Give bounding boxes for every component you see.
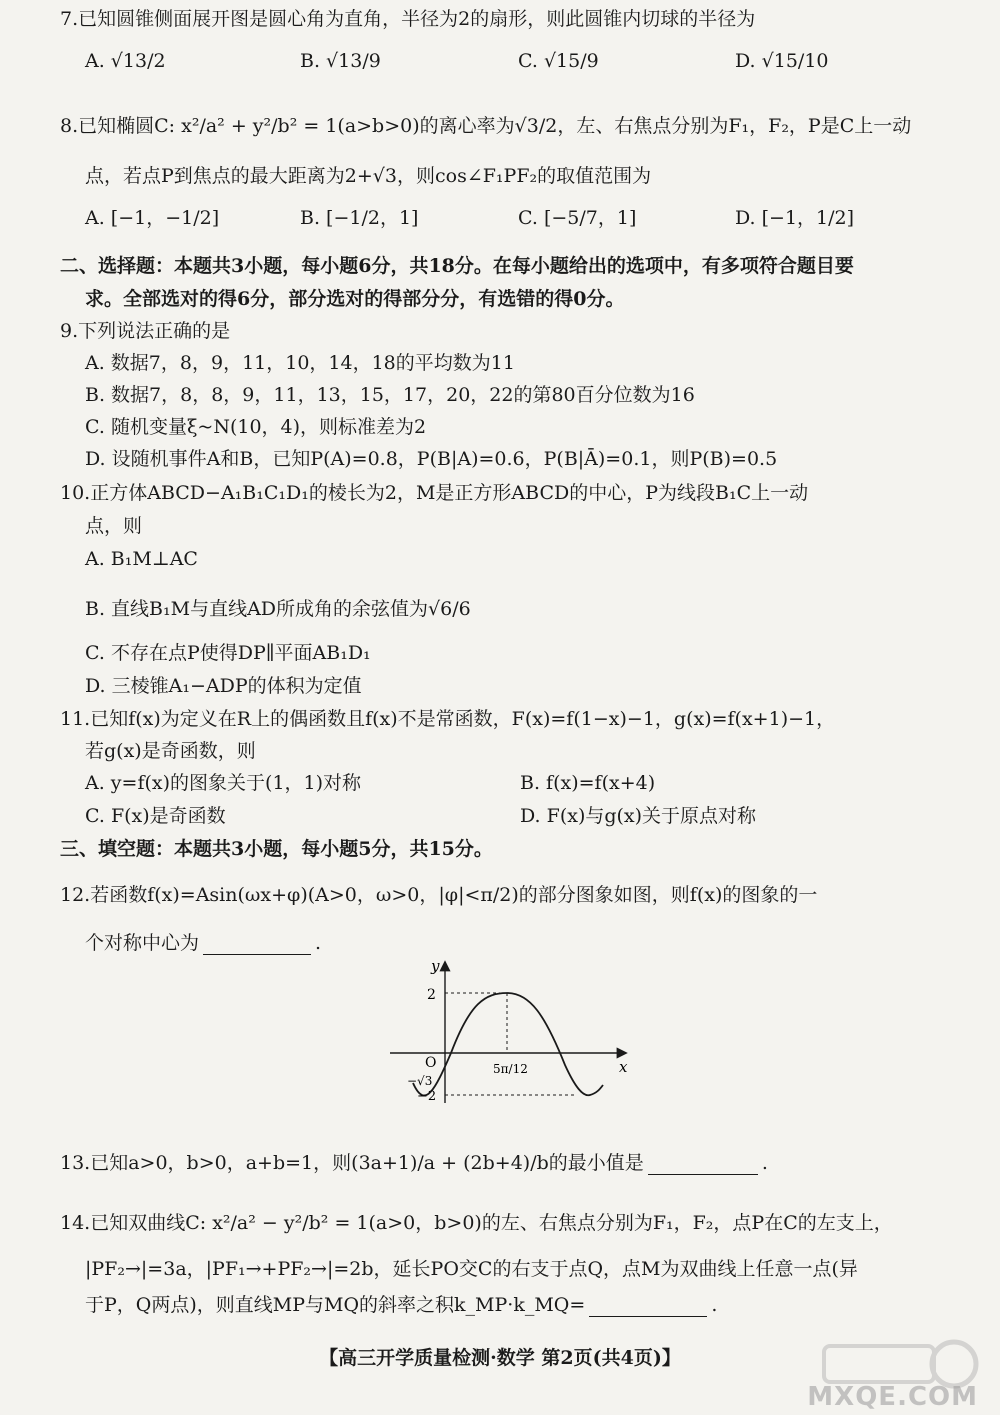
y-intercept-label: −√3 <box>407 1074 433 1088</box>
q10-line1: 10.正方体ABCD−A₁B₁C₁D₁的棱长为2，M是正方形ABCD的中心，P为线段B₁C上一动 <box>60 482 809 504</box>
q8-line2: 点，若点P到焦点的最大距离为2+√3，则cos∠F₁PF₂的取值范围为 <box>85 165 652 187</box>
q12-line1: 12.若函数f(x)=Asin(ωx+φ)(A>0，ω>0，|φ|<π/2)的部分图象如图，则f(x)的图象的一 <box>60 884 818 906</box>
q7-option-d: D. √15/10 <box>735 50 829 72</box>
y-axis-label: y <box>431 957 440 975</box>
q12-line2 <box>85 932 321 955</box>
q14-answer-blank[interactable] <box>589 1296 707 1317</box>
origin-label: O <box>425 1055 437 1071</box>
q7-option-a: A. √13/2 <box>85 50 166 72</box>
q10-option-c: C. 不存在点P使得DP∥平面AB₁D₁ <box>85 642 371 664</box>
q13-answer-blank[interactable] <box>648 1154 758 1175</box>
q7-option-c: C. √15/9 <box>518 50 599 72</box>
q10-option-d: D. 三棱锥A₁−ADP的体积为定值 <box>85 675 362 697</box>
page-footer: 【高三开学质量检测·数学 第2页(共4页)】 <box>319 1347 681 1369</box>
q10-option-b: B. 直线B₁M与直线AD所成角的余弦值为√6/6 <box>85 598 471 620</box>
y-min-label: −2 <box>417 1089 437 1104</box>
q13-text-pre: 13.已知a>0，b>0，a+b=1，则 <box>60 1152 352 1174</box>
q12-line2-text: 个对称中心为 <box>85 932 200 954</box>
q11-option-c: C. F(x)是奇函数 <box>85 805 226 827</box>
q13-expression: (3a+1)/a + (2b+4)/b <box>351 1152 549 1174</box>
q14-line3 <box>85 1294 717 1317</box>
q14-line3-text: 于P，Q两点)，则直线MP与MQ的斜率之积k_MP·k_MQ= <box>85 1294 586 1316</box>
q7-option-b: B. √13/9 <box>300 50 381 72</box>
sine-curve <box>413 993 603 1095</box>
q14-line3-end: . <box>711 1294 718 1316</box>
q13-line <box>60 1152 768 1175</box>
q9-option-c: C. 随机变量ξ~N(10，4)，则标准差为2 <box>85 416 427 438</box>
q11-option-a: A. y=f(x)的图象关于(1，1)对称 <box>85 772 362 794</box>
section2-line1: 二、选择题：本题共3小题，每小题6分，共18分。在每小题给出的选项中，有多项符合题目要 <box>60 255 854 277</box>
q14-line2: |PF₂→|=3a，|PF₁→+PF₂→|=2b，延长PO交C的右支于点Q，点M为双曲线上任意一点(异 <box>85 1258 858 1280</box>
q11-option-d: D. F(x)与g(x)关于原点对称 <box>520 805 757 827</box>
section3-line1: 三、填空题：本题共3小题，每小题5分，共15分。 <box>60 838 493 860</box>
q14-line1: 14.已知双曲线C: x²/a² − y²/b² = 1(a>0，b>0)的左、右焦点分别为F₁，F₂，点P在C的左支上， <box>60 1212 893 1234</box>
q7-stem: 7.已知圆锥侧面展开图是圆心角为直角，半径为2的扇形，则此圆锥内切球的半径为 <box>60 8 756 30</box>
x-peak-label: 5π/12 <box>493 1062 528 1076</box>
y-max-label: 2 <box>427 987 436 1003</box>
q13-text-post: 的最小值是 <box>548 1152 644 1174</box>
watermark-text: MXQE.COM <box>807 1382 978 1412</box>
q9-option-a: A. 数据7，8，9，11，10，14，18的平均数为11 <box>85 352 515 374</box>
q11-line1: 11.已知f(x)为定义在R上的偶函数且f(x)不是常函数，F(x)=f(1−x)−1，g(x)=f(x+1)−1， <box>60 708 836 730</box>
q9-option-d: D. 设随机事件A和B，已知P(A)=0.8，P(B|A)=0.6，P(B|Ā)=0.1，则P(B)=0.5 <box>85 448 778 470</box>
q11-line2: 若g(x)是奇函数，则 <box>85 740 256 762</box>
x-axis-label: x <box>619 1058 628 1076</box>
q11-option-b: B. f(x)=f(x+4) <box>520 772 656 794</box>
q13-text-end: . <box>761 1152 768 1174</box>
q10-option-a: A. B₁M⊥AC <box>85 548 198 570</box>
q8-option-a: A. [−1，−1/2] <box>85 207 220 229</box>
q12-sine-graph <box>385 955 635 1105</box>
q10-line2: 点，则 <box>85 515 143 537</box>
q12-answer-blank[interactable] <box>203 934 311 955</box>
q9-stem: 9.下列说法正确的是 <box>60 320 231 342</box>
q8-option-d: D. [−1，1/2] <box>735 207 855 229</box>
section2-line2: 求。全部选对的得6分，部分选对的得部分分，有选错的得0分。 <box>85 288 625 310</box>
q9-option-b: B. 数据7，8，8，9，11，13，15，17，20，22的第80百分位数为16 <box>85 384 695 406</box>
q8-line1: 8.已知椭圆C: x²/a² + y²/b² = 1(a>b>0)的离心率为√3/2，左、右焦点分别为F₁，F₂，P是C上一动 <box>60 115 912 137</box>
q12-line2-end: . <box>315 932 322 954</box>
q8-option-b: B. [−1/2，1] <box>300 207 419 229</box>
q8-option-c: C. [−5/7，1] <box>518 207 637 229</box>
